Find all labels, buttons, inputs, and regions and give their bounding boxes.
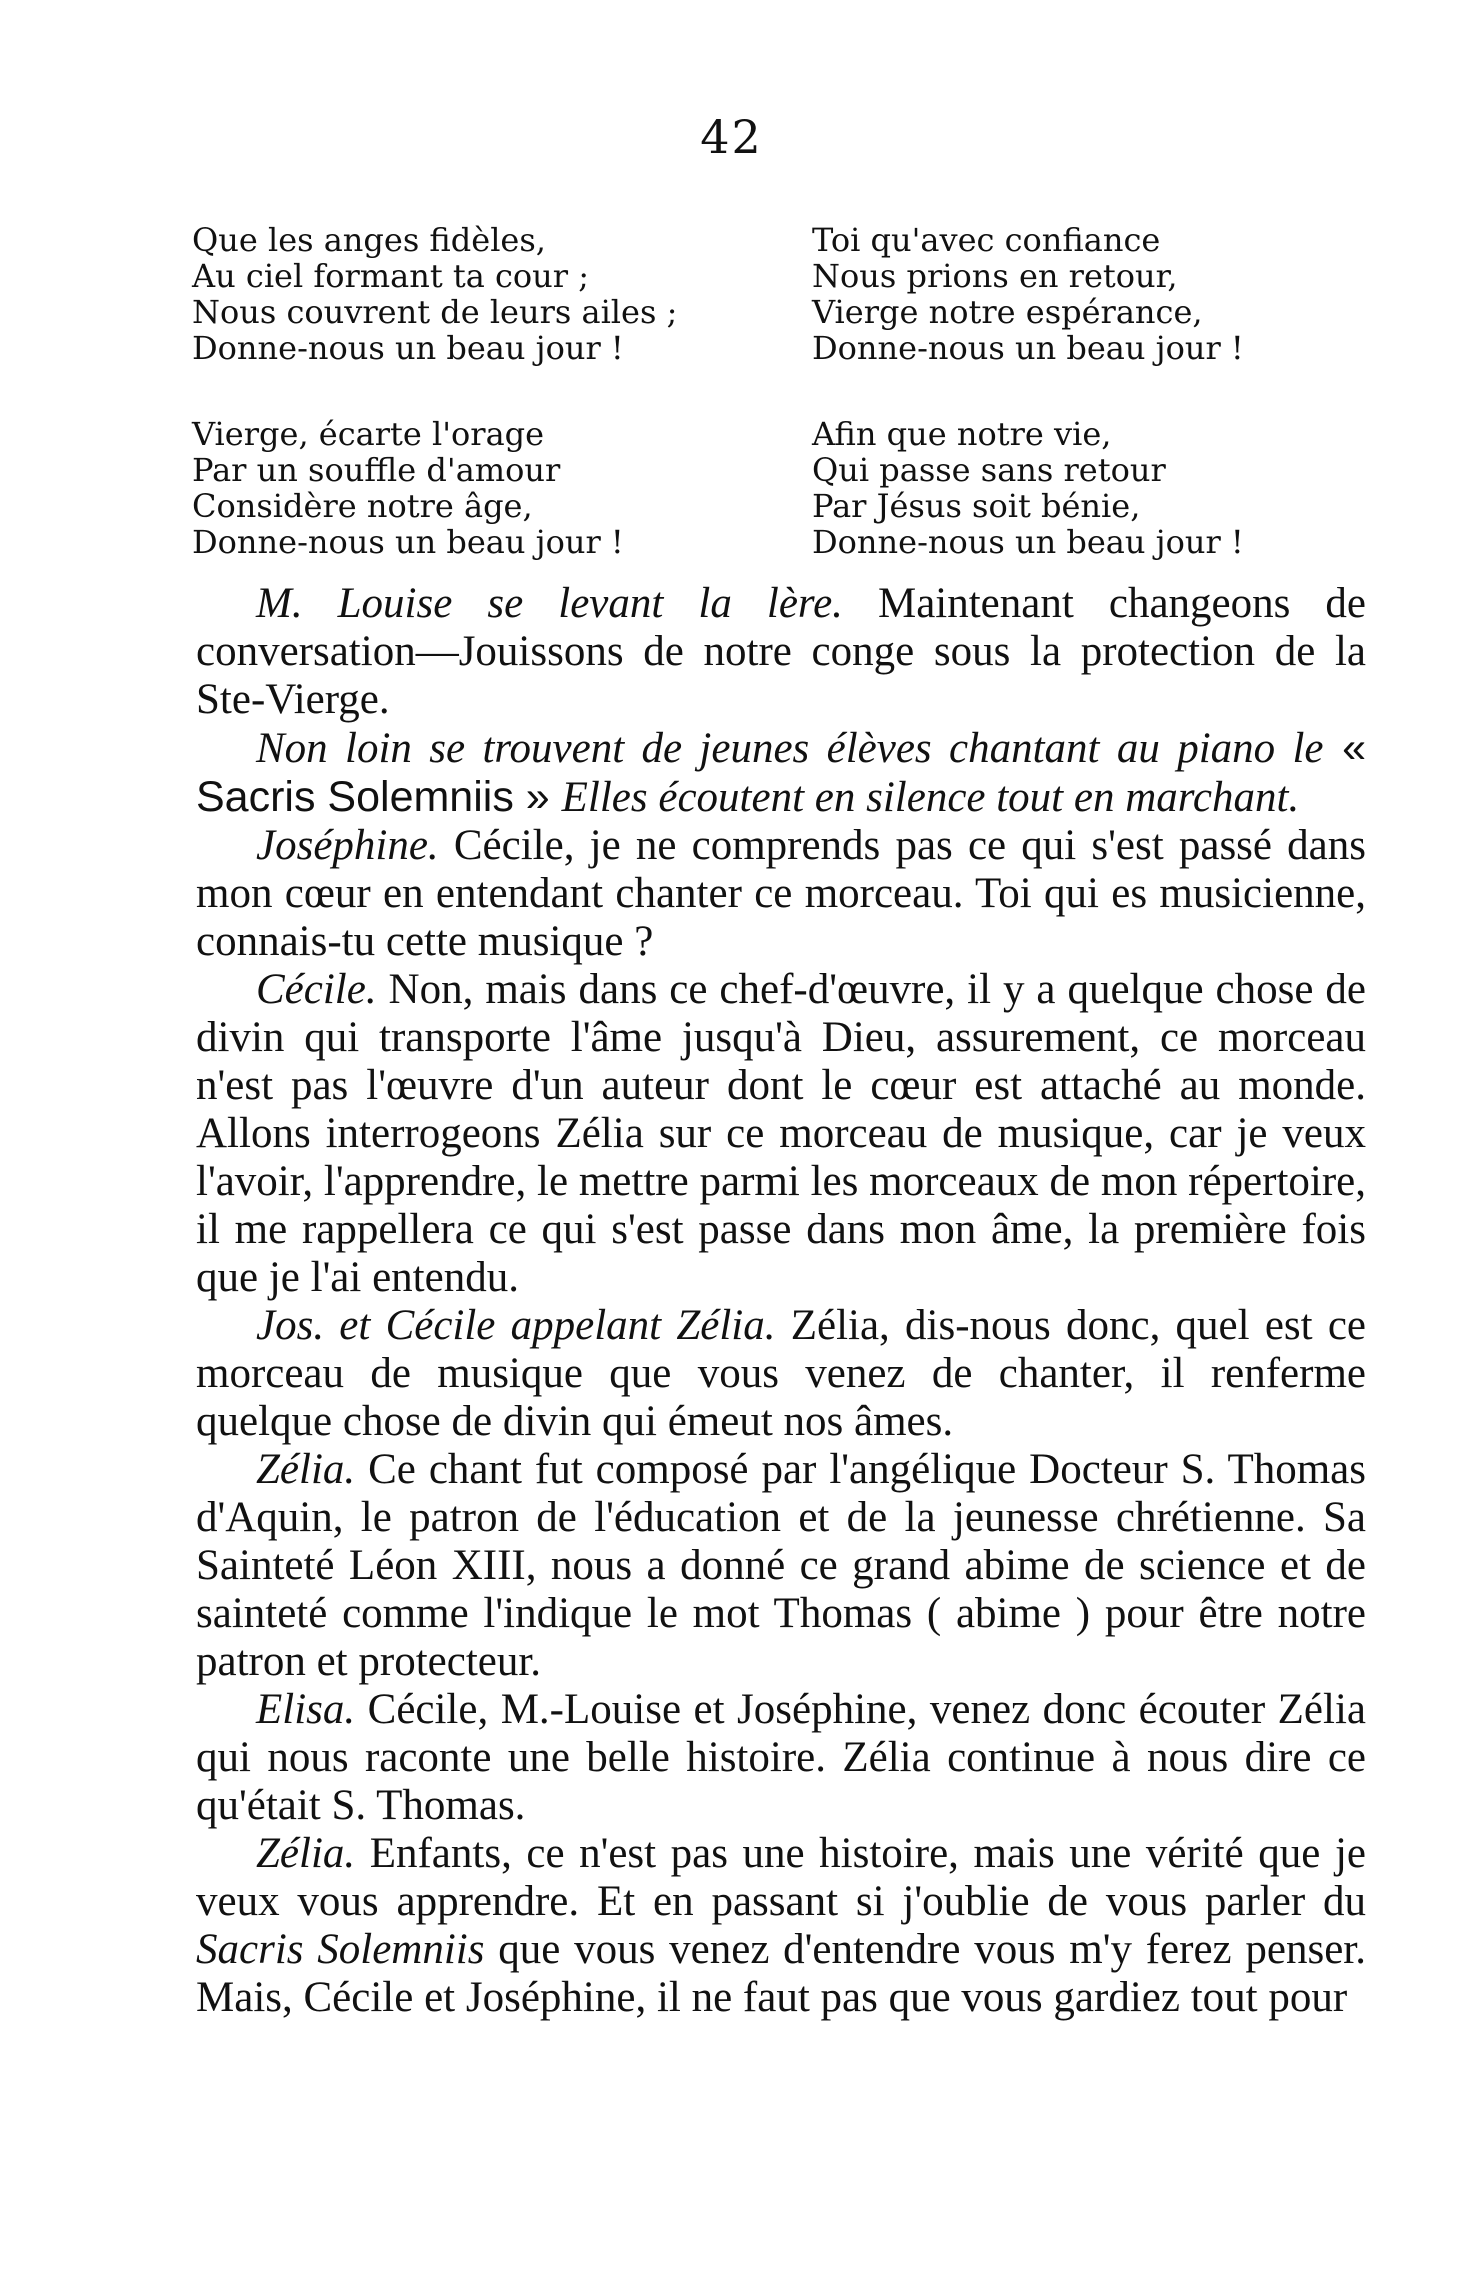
verse-line: Vierge, écarte l'orage — [192, 415, 545, 453]
dialogue-paragraph — [196, 966, 1366, 1302]
verse-line: Nous prions en retour, — [812, 257, 1178, 295]
dialogue-line: Zélia, dis-nous donc, quel est ce morceau de musique que vous venez de chanter, il renferme quelque chose de divin qui émeut nos âmes. — [196, 1302, 1366, 1445]
verse-line: Donne-nous un beau jour ! — [812, 523, 1244, 561]
dialogue-line: Maintenant changeons de conversation—Jouissons de notre conge sous la protection de la Ste-Vierge. — [196, 580, 1366, 723]
dialogue-line: Enfants, ce n'est pas une histoire, mais une vérité que je veux vous apprendre. Et en passant si j'oublie de vous parler du — [196, 1830, 1366, 1925]
verse-line: Donne-nous un beau jour ! — [192, 329, 624, 367]
dialogue-text — [196, 580, 1366, 2022]
verse-line: Toi qu'avec confiance — [812, 221, 1161, 259]
hymn-verses — [192, 222, 1342, 560]
stage-direction-text: Non loin se trouvent de jeunes élèves chantant au piano le — [256, 725, 1324, 772]
dialogue-paragraph — [196, 1446, 1366, 1686]
dialogue-line: Cécile, je ne comprends pas ce qui s'est passé dans mon cœur en entendant chanter ce morceau. Toi qui es musicienne, connais-tu cette musique ? — [196, 822, 1366, 965]
verse-line: Donne-nous un beau jour ! — [812, 329, 1244, 367]
verse-line: Au ciel formant ta cour ; — [192, 257, 590, 295]
stanza — [192, 416, 812, 560]
stanza — [812, 222, 1342, 366]
speaker-name: Jos. et Cécile appelant Zélia. — [256, 1302, 776, 1349]
song-title: Sacris Solemniis — [196, 1926, 485, 1973]
speaker-name: Zélia. — [256, 1830, 356, 1877]
speaker-name: Elisa. — [256, 1686, 356, 1733]
dialogue-line: que vous venez d'entendre vous m'y ferez penser. Mais, Cécile et Joséphine, il ne faut pas que vous gardiez tout pour — [196, 1926, 1366, 2021]
stage-direction — [196, 724, 1366, 822]
verse-line: Par Jésus soit bénie, — [812, 487, 1141, 525]
stanza — [812, 416, 1342, 560]
dialogue-paragraph — [196, 580, 1366, 724]
dialogue-paragraph — [196, 1686, 1366, 1830]
stage-direction-text: Elles écoutent en silence tout en marchant. — [561, 774, 1300, 821]
dialogue-paragraph — [196, 1302, 1366, 1446]
dialogue-paragraph — [196, 1830, 1366, 2022]
verse-line: Par un souffle d'amour — [192, 451, 561, 489]
speaker-name: Joséphine. — [256, 822, 439, 869]
speaker-name: Zélia. — [256, 1446, 356, 1493]
verse-line: Donne-nous un beau jour ! — [192, 523, 624, 561]
verse-line: Que les anges fidèles, — [192, 221, 546, 259]
dialogue-paragraph — [196, 822, 1366, 966]
verse-line: Nous couvrent de leurs ailes ; — [192, 293, 678, 331]
speaker-name: Cécile. — [256, 966, 377, 1013]
verse-line: Afin que notre vie, — [812, 415, 1112, 453]
verse-line: Vierge notre espérance, — [812, 293, 1203, 331]
song-title: « Sacris Solemniis » — [196, 724, 1366, 821]
dialogue-line: Ce chant fut composé par l'angélique Docteur S. Thomas d'Aquin, le patron de l'éducation et de la jeunesse chrétienne. Sa Sainteté Léon XIII, nous a donné ce grand abime de science et de sainteté comme l'indique le mot Thomas ( abime ) pour être notre patron et protecteur. — [196, 1446, 1366, 1685]
stanza — [192, 222, 812, 366]
speaker-name: M. Louise se levant la lère. — [256, 580, 843, 627]
dialogue-line: Non, mais dans ce chef-d'œuvre, il y a quelque chose de divin qui transporte l'âme jusqu'à Dieu, assurement, ce morceau n'est pas l'œuvre d'un auteur dont le cœur est attaché au monde. Allons interrogeons Zélia sur ce morceau de musique, car je veux l'avoir, l'apprendre, le mettre parmi les morceaux de mon répertoire, il me rappellera ce qui s'est passe dans mon âme, la première fois que je l'ai entendu. — [196, 966, 1366, 1301]
verse-line: Qui passe sans retour — [812, 451, 1166, 489]
verse-line: Considère notre âge, — [192, 487, 533, 525]
dialogue-line: Cécile, M.-Louise et Joséphine, venez donc écouter Zélia qui nous raconte une belle histoire. Zélia continue à nous dire ce qu'était S. Thomas. — [196, 1686, 1366, 1829]
page-number: 42 — [700, 110, 763, 164]
